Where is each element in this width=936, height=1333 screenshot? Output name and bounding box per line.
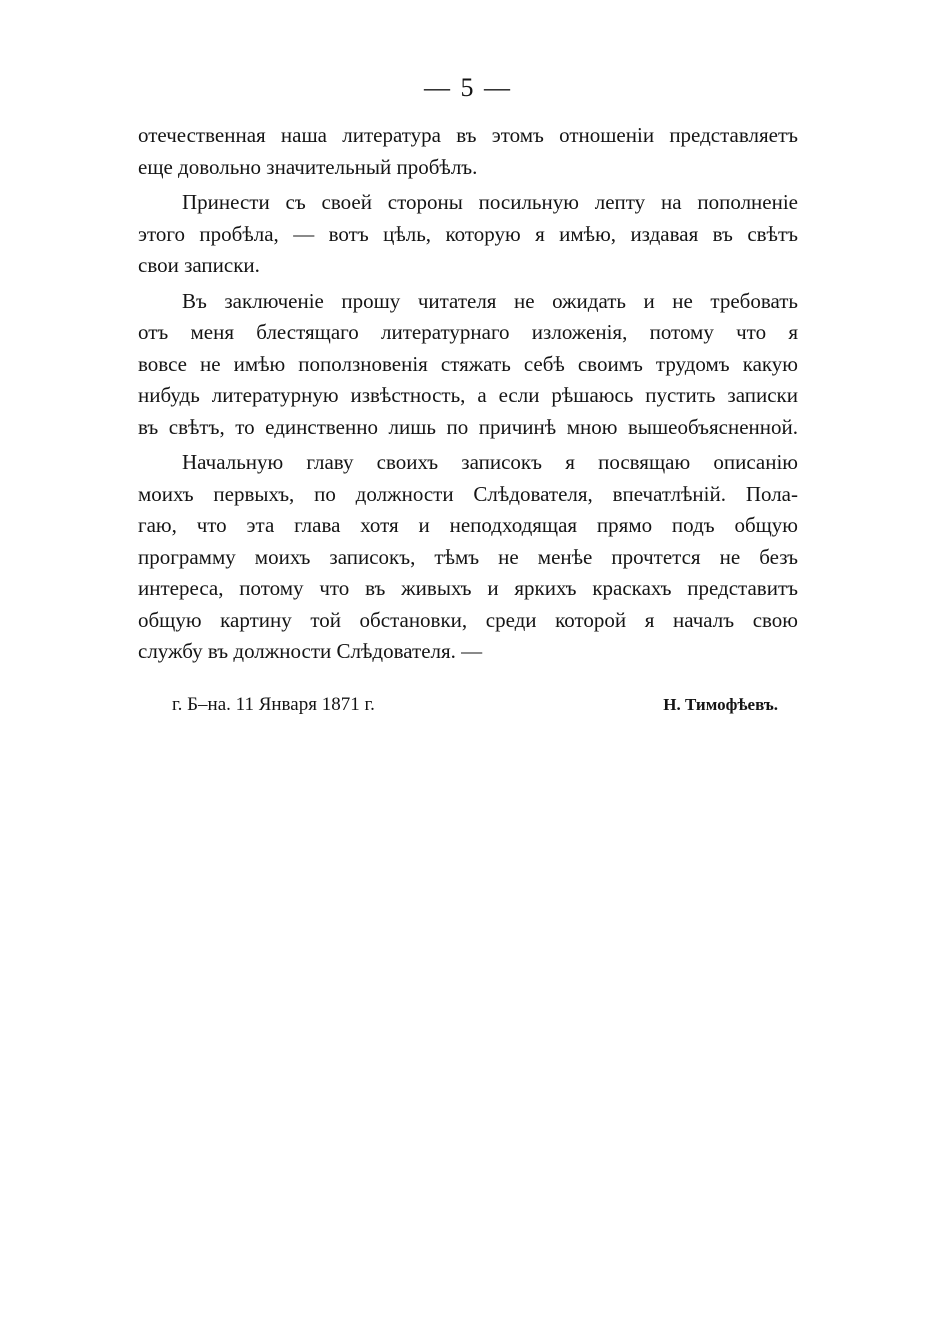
- text-line: въ свѣтъ, то единственно лишь по причинѣ мною вышеобъясненной.: [138, 414, 798, 439]
- text-line: интереса, потому что въ живыхъ и яркихъ краскахъ представитъ: [138, 576, 798, 600]
- author-signature: Н. Тимофѣевъ.: [663, 695, 778, 714]
- text-line: этого пробѣла, — вотъ цѣль, которую я имѣю, издавая въ свѣтъ: [138, 221, 798, 246]
- text-line: программу моихъ записокъ, тѣмъ не менѣе прочтется не безъ: [138, 544, 798, 569]
- text-line: моихъ первыхъ, по должности Слѣдователя, впечатлѣнiй. Пола-: [138, 481, 798, 506]
- text-line: Принести съ своей стороны посильную лепту на пополненiе: [182, 190, 798, 214]
- text-line: службу въ должности Слѣдователя. —: [138, 639, 483, 663]
- text-line: отъ меня блестящаго литературнаго изложенiя, потому что я: [138, 320, 798, 344]
- signature-row: [172, 690, 778, 720]
- text-line: общую картину той обстановки, среди которой я началъ свою: [138, 607, 798, 632]
- text-line: нибудь литературную извѣстность, а если рѣшаюсь пустить записки: [138, 383, 798, 407]
- paragraph-1: [138, 120, 798, 183]
- text-line: Въ заключенiе прошу читателя не ожидать и не требовать: [182, 288, 798, 313]
- place-and-date: г. Б–на. 11 Января 1871 г.: [172, 694, 375, 715]
- text-line: вовсе не имѣю поползновенiя стяжать себѣ своимъ трудомъ какую: [138, 351, 798, 376]
- text-line: Начальную главу своихъ записокъ я посвящаю описанiю: [182, 450, 798, 474]
- text-line: гаю, что эта глава хотя и неподходящая прямо подъ общую: [138, 513, 798, 537]
- page-number: — 5 —: [424, 73, 512, 102]
- body-text: [138, 120, 798, 672]
- text-line: свои записки.: [138, 253, 260, 277]
- paragraph-4: [138, 447, 798, 668]
- text-line: еще довольно значительный пробѣлъ.: [138, 154, 478, 179]
- paragraph-2: [138, 187, 798, 282]
- text-line: отечественная наша литература въ этомъ отношенiи представляетъ: [138, 123, 798, 147]
- paragraph-3: [138, 286, 798, 444]
